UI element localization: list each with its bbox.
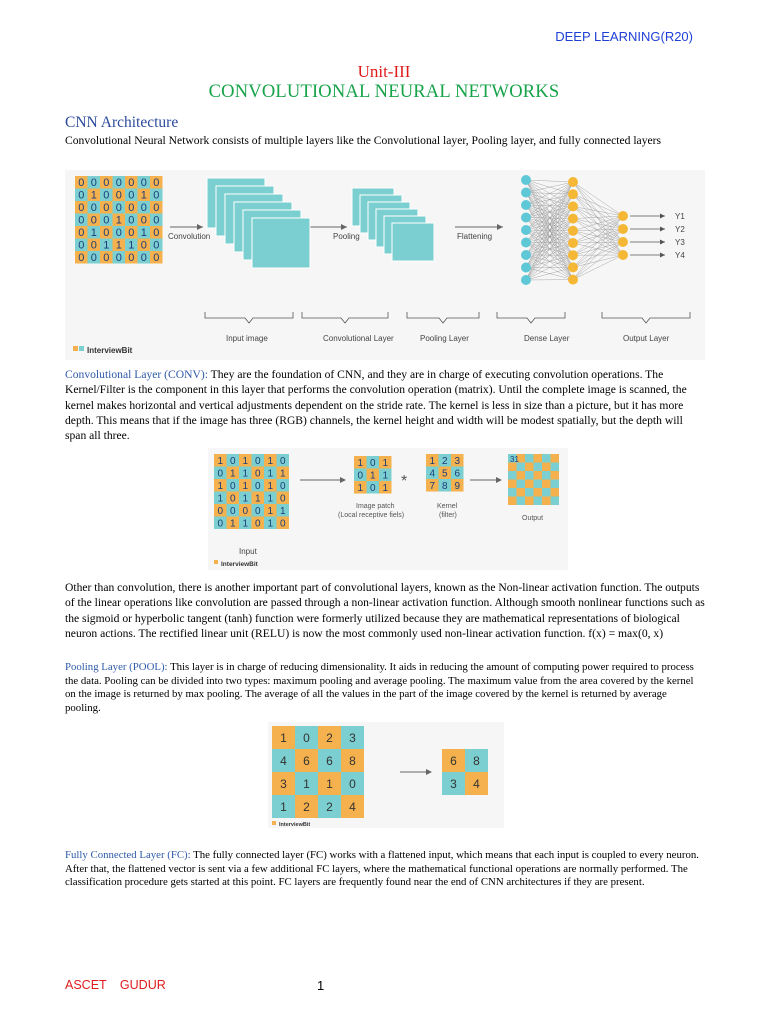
layer-brace (205, 312, 293, 323)
unit-title: Unit-III (357, 62, 411, 81)
hidden-node (568, 189, 578, 199)
logo-icon (272, 821, 276, 825)
hidden-node (568, 250, 578, 260)
input-value: 1 (217, 493, 224, 505)
patch-value: 1 (357, 483, 364, 494)
input-value: 0 (279, 481, 286, 492)
arrow-head-icon (426, 769, 432, 775)
section-heading: CNN Architecture (65, 114, 179, 131)
input-label: Input (239, 547, 257, 556)
input-matrix-value: 0 (78, 227, 85, 239)
interviewbit-logo: InterviewBit (87, 346, 133, 355)
input-matrix-value: 0 (103, 252, 110, 264)
flatten-node (521, 225, 531, 235)
output-cell (551, 454, 560, 463)
pool-input-value: 8 (349, 754, 356, 768)
input-matrix-value: 0 (128, 214, 135, 227)
kernel-value: 8 (441, 481, 448, 492)
input-matrix-value: 0 (128, 189, 135, 202)
input-value: 0 (229, 493, 236, 505)
output-label: Y4 (675, 251, 685, 260)
output-cell (508, 480, 517, 489)
output-cell (517, 488, 526, 497)
input-value: 1 (229, 468, 236, 480)
input-matrix-value: 0 (115, 189, 122, 202)
layer-brace (602, 312, 690, 323)
input-matrix-value: 0 (103, 214, 110, 227)
input-value: 0 (217, 518, 224, 530)
patch-value: 1 (382, 470, 389, 482)
hidden-node (568, 238, 578, 248)
input-value: 0 (279, 493, 286, 505)
pool-paragraph (65, 661, 705, 715)
output-cell (542, 454, 551, 463)
kernel-value: 3 (454, 456, 461, 467)
dense-connection (573, 229, 623, 267)
dense-connection (573, 206, 623, 216)
pool-input-value: 6 (326, 754, 333, 768)
pool-output-value: 8 (473, 754, 480, 768)
pool-text: This layer is in charge of reducing dimensionality. It aids in reducing the amount of computing power required to process the data. Pooling can be divided into two types: maximum pooling and average pooling. The maximum value from the area covered by the kernel on the image is returned by max pooling. The average of all the values in the part of the image covered by the kernel is returned by average pooling. (65, 661, 694, 714)
kernel-value: 9 (454, 481, 461, 492)
input-value: 0 (217, 506, 224, 517)
input-matrix-value: 1 (115, 214, 122, 227)
output-cell (534, 463, 543, 472)
input-value: 0 (229, 506, 236, 517)
input-matrix-value: 0 (128, 227, 135, 239)
input-matrix-value: 0 (153, 239, 160, 252)
output-label: Y1 (675, 212, 685, 221)
input-value: 1 (267, 518, 274, 530)
cnn-architecture-figure (65, 170, 705, 360)
patch-value: 1 (382, 483, 389, 494)
output-cell (551, 463, 560, 472)
output-node (618, 237, 628, 247)
input-value: 0 (254, 481, 261, 492)
input-value: 1 (254, 493, 261, 505)
convolution-figure (208, 448, 568, 570)
logo-icon (79, 346, 84, 351)
conv-feature-map (252, 218, 310, 268)
interviewbit-logo: InterviewBit (279, 822, 311, 828)
input-matrix-value: 0 (90, 214, 97, 227)
input-value: 0 (279, 456, 286, 467)
input-matrix-value: 0 (140, 177, 147, 189)
flatten-node (521, 250, 531, 260)
input-matrix-value: 0 (140, 214, 147, 227)
input-value: 1 (242, 456, 249, 467)
dense-connection (526, 231, 573, 280)
patch-value: 1 (382, 458, 389, 469)
pool-input-value: 1 (280, 731, 287, 745)
arrow-label: Convolution (168, 232, 211, 241)
input-value: 1 (242, 518, 249, 530)
output-cell (525, 463, 534, 472)
input-value: 0 (254, 506, 261, 517)
output-cell (534, 497, 543, 506)
flatten-node (521, 238, 531, 248)
output-cell (525, 471, 534, 480)
pool-input-value: 3 (280, 777, 287, 791)
input-matrix-value: 0 (153, 227, 160, 239)
flatten-node (521, 188, 531, 198)
flatten-node (521, 263, 531, 273)
input-matrix-value: 1 (115, 239, 122, 252)
input-value: 1 (217, 481, 224, 492)
input-matrix-value: 0 (153, 202, 160, 214)
patch-value: 1 (357, 458, 364, 469)
layer-label: Input image (226, 334, 268, 343)
input-matrix-value: 0 (78, 202, 85, 214)
input-value: 1 (242, 493, 249, 505)
input-matrix-value: 0 (78, 252, 85, 264)
patch-label: Image patch (356, 503, 395, 510)
output-cell (542, 463, 551, 472)
input-matrix-value: 0 (153, 177, 160, 189)
pool-input-value: 6 (303, 754, 310, 768)
output-cell (508, 488, 517, 497)
dense-connection (573, 242, 623, 267)
input-matrix-value: 0 (128, 177, 135, 189)
pool-input-value: 0 (303, 731, 310, 745)
footer-institution: ASCET GUDUR (65, 978, 166, 992)
input-matrix-value: 0 (78, 239, 85, 252)
output-cell (534, 480, 543, 489)
output-cell (517, 471, 526, 480)
input-matrix-value: 0 (140, 239, 147, 252)
input-value: 1 (242, 468, 249, 480)
input-matrix-value: 0 (153, 252, 160, 264)
dense-connection (573, 255, 623, 267)
input-matrix-value: 0 (115, 252, 122, 264)
input-matrix-value: 0 (103, 189, 110, 202)
output-cell (517, 480, 526, 489)
output-cell (542, 488, 551, 497)
pool-input-value: 4 (280, 754, 287, 768)
layer-label: Dense Layer (524, 334, 570, 343)
dense-connection (573, 229, 623, 243)
kernel-sublabel: (filter) (439, 512, 457, 519)
output-node (618, 224, 628, 234)
dense-connection (573, 255, 623, 280)
output-cell (534, 488, 543, 497)
output-cell (534, 471, 543, 480)
arrow-head-icon (341, 224, 347, 230)
patch-value: 1 (369, 470, 376, 482)
input-value: 0 (254, 456, 261, 467)
pool-input-value: 0 (349, 777, 356, 791)
output-cell (517, 497, 526, 506)
output-cell (508, 471, 517, 480)
fc-paragraph (65, 849, 705, 890)
output-cell (542, 497, 551, 506)
kernel-value: 4 (429, 468, 436, 480)
kernel-value: 1 (429, 456, 436, 467)
input-value: 1 (267, 481, 274, 492)
pool-output-value: 6 (450, 754, 457, 768)
input-matrix-value: 0 (103, 202, 110, 214)
input-value: 0 (242, 506, 249, 517)
pool-input-value: 2 (303, 800, 310, 814)
input-matrix-value: 0 (78, 189, 85, 202)
fc-text: The fully connected layer (FC) works with a flattened input, which means that each input is coupled to every neuron. After that, the flattened vector is sent via a few additional FC layers, where the mathematical functional operations are normally performed. The classification procedure gets started at this point. FC layers are frequently found near the end of CNN architectures if they are present. (65, 849, 699, 889)
input-matrix-value: 0 (153, 214, 160, 227)
patch-value: 0 (357, 470, 364, 482)
kernel-value: 5 (441, 468, 448, 480)
input-value: 0 (229, 456, 236, 467)
arrow-head-icon (660, 240, 665, 245)
multiply-operator: * (401, 473, 408, 490)
pool-term: Pooling Layer (POOL): (65, 661, 168, 673)
input-matrix-value: 1 (103, 239, 110, 252)
output-cell (551, 471, 560, 480)
input-value: 0 (279, 518, 286, 530)
flatten-node (521, 213, 531, 223)
flatten-node (521, 200, 531, 210)
flatten-node (521, 175, 531, 185)
output-cell (508, 497, 517, 506)
kernel-value: 7 (429, 481, 436, 492)
input-matrix-value: 0 (115, 177, 122, 189)
conv-text: They are the foundation of CNN, and they are in charge of executing convolution operations. The Kernel/Filter is the component in this layer that performs the convolution operation (matrix). Until the complete image is scanned, the kernel makes horizontal and vertical adjustments dependent on the stride rate. The kernel is less in size than a picture, but it has more depth. This means that if the image has three (RGB) channels, the kernel height and width will be modest spatially, but the depth will span all three. (65, 368, 687, 443)
input-matrix-value: 0 (90, 239, 97, 252)
input-matrix-value: 0 (140, 202, 147, 214)
output-cell (542, 471, 551, 480)
pool-input-value: 4 (349, 800, 356, 814)
layer-brace (407, 312, 479, 323)
dense-connection (573, 182, 623, 216)
chapter-title: CONVOLUTIONAL NEURAL NETWORKS (208, 82, 560, 102)
input-matrix-value: 0 (78, 214, 85, 227)
output-cell (525, 488, 534, 497)
arrow-head-icon (660, 214, 665, 219)
hidden-node (568, 201, 578, 211)
input-matrix-value: 0 (90, 202, 97, 214)
hidden-node (568, 226, 578, 236)
arrow-head-icon (496, 477, 502, 483)
input-value: 1 (279, 468, 286, 480)
input-matrix-value: 0 (140, 252, 147, 264)
output-cell (551, 497, 560, 506)
arrow-head-icon (197, 224, 203, 230)
hidden-node (568, 214, 578, 224)
course-header: DEEP LEARNING(R20) (555, 29, 693, 44)
pool-input-value: 1 (326, 777, 333, 791)
input-matrix-value: 0 (103, 227, 110, 239)
kernel-value: 6 (454, 468, 461, 480)
input-value: 1 (229, 518, 236, 530)
nonlinear-paragraph: Other than convolution, there is another important part of convolutional layers, known as the Non-linear activation function. The outputs of the linear operations like convolution are passed through a non-linear activation function. Although smooth nonlinear functions such as the sigmoid or hyperbolic tangent (tanh) function were formerly utilized because they are mathematical representations of biological neuron actions. The rectified linear unit (RELU) is now the most commonly used non-linear activation function. f(x) = max(0, x) (65, 581, 705, 640)
layer-label: Convolutional Layer (323, 334, 394, 343)
input-matrix-value: 0 (128, 252, 135, 264)
output-label: Y3 (675, 238, 685, 247)
input-matrix-value: 0 (115, 227, 122, 239)
patch-value: 0 (369, 483, 376, 494)
output-cell (551, 488, 560, 497)
fc-term: Fully Connected Layer (FC): (65, 849, 191, 861)
pool-input-value: 1 (303, 777, 310, 791)
input-matrix-value: 0 (90, 252, 97, 264)
intro-paragraph: Convolutional Neural Network consists of multiple layers like the Convolutional layer, Pooling layer, and fully connected layers (65, 134, 662, 147)
arrow-head-icon (660, 253, 665, 258)
input-value: 1 (217, 456, 224, 467)
input-value: 1 (267, 456, 274, 467)
conv-term: Convolutional Layer (CONV): (65, 368, 208, 381)
logo-icon (214, 560, 218, 564)
patch-value: 0 (369, 458, 376, 469)
flatten-node (521, 275, 531, 285)
input-value: 0 (254, 468, 261, 480)
output-cell (534, 454, 543, 463)
input-matrix-value: 0 (103, 177, 110, 189)
pool-output-value: 3 (450, 777, 457, 791)
arrow-head-icon (340, 477, 346, 483)
input-matrix-value: 1 (140, 189, 147, 202)
interviewbit-logo: InterviewBit (221, 561, 258, 568)
conv-paragraph (65, 367, 705, 443)
input-matrix-value: 1 (140, 227, 147, 239)
pool-input-value: 3 (349, 731, 356, 745)
input-matrix-value: 0 (115, 202, 122, 214)
dense-connection (526, 180, 573, 182)
pooling-figure (268, 722, 504, 828)
dense-connection (573, 216, 623, 255)
pooled-feature-map (392, 223, 434, 261)
input-value: 1 (242, 481, 249, 492)
layer-brace (302, 312, 388, 323)
output-cell (542, 480, 551, 489)
logo-icon (73, 346, 78, 351)
output-cell (525, 454, 534, 463)
hidden-node (568, 275, 578, 285)
arrow-head-icon (497, 224, 503, 230)
output-cell (525, 480, 534, 489)
input-matrix-value: 1 (128, 239, 135, 252)
arrow-head-icon (660, 227, 665, 232)
layer-label: Pooling Layer (420, 334, 469, 343)
input-matrix-value: 1 (90, 189, 97, 202)
pool-input-value: 1 (280, 800, 287, 814)
input-value: 0 (254, 518, 261, 530)
arrow-label: Flattening (457, 232, 493, 241)
pool-input-value: 2 (326, 731, 333, 745)
patch-sublabel: (Local receptive fiels) (338, 512, 405, 519)
input-matrix-value: 0 (78, 177, 85, 189)
input-value: 1 (279, 506, 286, 517)
output-node (618, 211, 628, 221)
pool-input-value: 2 (326, 800, 333, 814)
pool-output-value: 4 (473, 777, 480, 791)
output-value: 31 (510, 455, 519, 464)
input-matrix-value: 0 (153, 189, 160, 202)
layer-brace (497, 312, 565, 323)
arrow-label: Pooling (333, 232, 360, 241)
dense-connection (526, 219, 573, 280)
layer-label: Output Layer (623, 334, 670, 343)
input-value: 0 (217, 468, 224, 480)
output-cell (551, 480, 560, 489)
output-label: Y2 (675, 225, 685, 234)
output-cell (525, 497, 534, 506)
hidden-node (568, 262, 578, 272)
input-value: 1 (267, 493, 274, 505)
input-matrix-value: 1 (90, 227, 97, 239)
dense-connection (526, 182, 573, 280)
kernel-value: 2 (441, 456, 448, 467)
input-value: 1 (267, 468, 274, 480)
output-label: Output (522, 515, 544, 522)
hidden-node (568, 177, 578, 187)
kernel-label: Kernel (437, 503, 458, 510)
input-value: 0 (229, 481, 236, 492)
page-number: 1 (317, 978, 325, 993)
output-node (618, 250, 628, 260)
input-value: 1 (267, 506, 274, 517)
input-matrix-value: 0 (128, 202, 135, 214)
input-matrix-value: 0 (90, 177, 97, 189)
dense-connection (573, 194, 623, 216)
